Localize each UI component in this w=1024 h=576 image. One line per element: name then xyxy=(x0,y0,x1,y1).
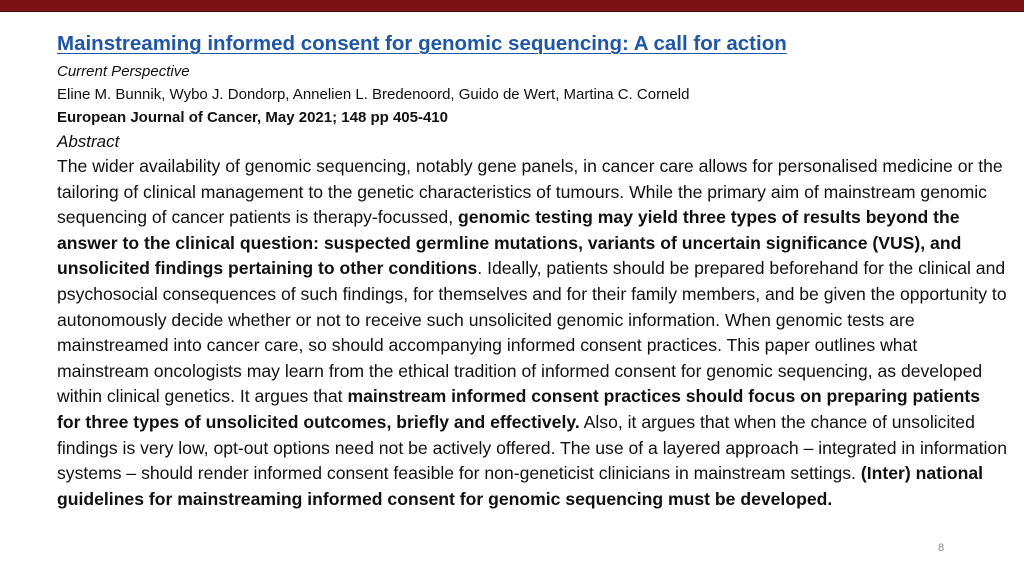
abstract-segment: The wider availability of genomic sequencing, notably gene panels, in cancer care allows for personalised medicine or the tailoring of clinical management to the genetic characteristics of tumours. While the primary aim of mainstream genomic sequencing of cancer patients is therapy-focussed, xyxy=(57,156,1003,228)
journal-citation: European Journal of Cancer, May 2021; 148 pp 405-410 xyxy=(57,109,448,126)
abstract-highlight: (Inter) national guidelines for mainstreaming informed consent for genomic sequencing must be developed. xyxy=(57,463,984,509)
abstract-segment: . Ideally, patients should be prepared beforehand for the clinical and psychosocial consequences of such findings, for themselves and for their family members, and be given the opportunity to autonomously decide whether or not to receive such unsolicited genomic information. When genomic tests are mainstreamed into cancer care, so should accompanying informed consent practices. This paper outlines what mainstream oncologists may learn from the ethical tradition of informed consent for genomic sequencing, as developed within clinical genetics. It argues that xyxy=(57,258,1007,407)
abstract-text xyxy=(57,154,1007,512)
abstract-segment: Also, it argues that when the chance of unsolicited findings is very low, opt-out options need not be actively offered. The use of a layered approach – integrated in information systems – should render informed consent feasible for non-geneticist clinicians in mainstream settings. xyxy=(57,411,1008,484)
abstract-highlight: genomic testing may yield three types of results beyond the answer to the clinical question: suspected germline mutations, variants of uncertain significance (VUS), and unsolicited findings pertaining to other conditions xyxy=(57,207,962,279)
author-list: Eline M. Bunnik, Wybo J. Dondorp, Annelien L. Bredenoord, Guido de Wert, Martina C. Corneld xyxy=(57,86,690,103)
article-title-link[interactable]: Mainstreaming informed consent for genomic sequencing: A call for action xyxy=(57,32,787,55)
slide-content xyxy=(57,28,1007,512)
abstract-highlight: mainstream informed consent practices should focus on preparing patients for three types of unsolicited outcomes, briefly and effectively. xyxy=(57,386,980,432)
page-number: 8 xyxy=(938,542,945,554)
top-accent-bar xyxy=(0,0,1024,12)
article-type: Current Perspective xyxy=(57,63,190,80)
abstract-heading: Abstract xyxy=(57,132,120,151)
